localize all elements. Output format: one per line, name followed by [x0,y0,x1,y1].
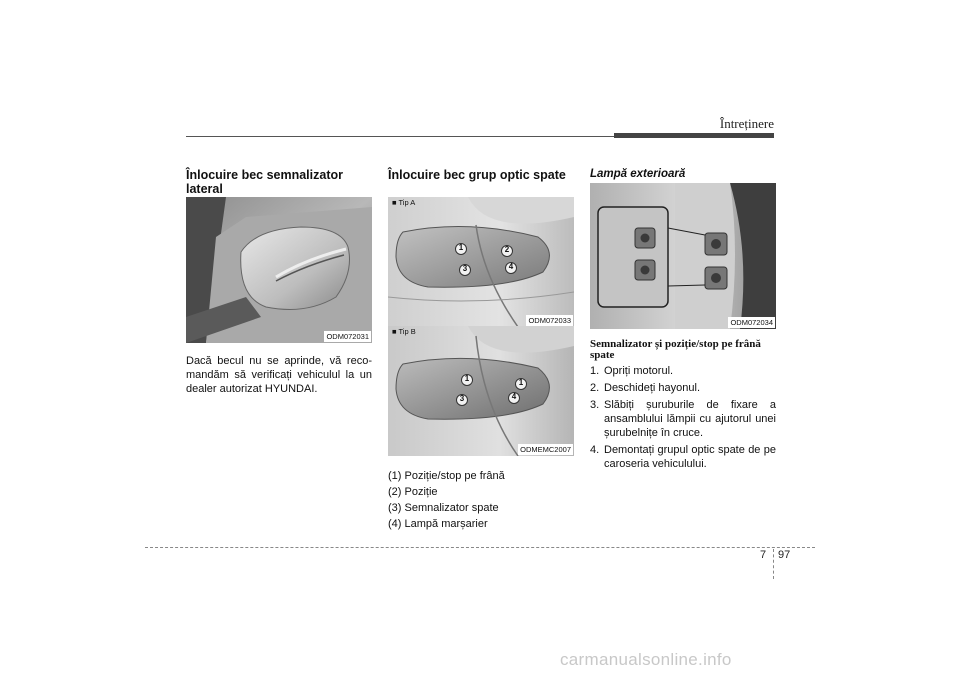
callout-4 [508,391,520,409]
legend-item: (4) Lampă marșarier [388,518,488,530]
step-text: Demontați grupul optic spate de pe caroseria vehiculului. [604,444,776,470]
step-text: Opriți motorul. [604,365,674,377]
step-text: Deschideți hayonul. [604,382,701,394]
photo-code: ODMEMC2007 [520,445,571,454]
section-title: Întreținere [719,116,774,131]
callout-1 [455,242,467,260]
bulb-legend [388,468,578,532]
callout-number: 2 [504,245,510,254]
step-item [590,443,776,471]
side-mirror-illustration [186,197,372,343]
tail-lamp-illustration-b [388,326,574,456]
chapter-number: 7 [760,549,767,561]
footer-divider [773,549,774,579]
step-text: Slăbiți șuruburile de fixare a ansamblului lămpii cu ajutorul unei șurubelnițe în cruce. [604,399,776,439]
tail-lamp-photo-type-a [388,197,574,327]
page-number: 97 [778,549,791,561]
header-rule-accent [614,133,774,138]
tail-lamp-illustration-a [388,197,574,327]
step-item [590,381,776,395]
callout-number: 1 [458,243,464,252]
tail-lamp-photo-type-b [388,326,574,456]
photo-code: ODM072033 [528,316,571,325]
step-number: 2. [590,382,600,394]
heading-exterior-lamp: Lampă exterioară [590,168,686,180]
callout-number: 4 [508,262,514,271]
photo-code: ODM072031 [326,332,369,341]
step-item [590,364,776,378]
callout-3 [459,263,471,281]
legend-item: (2) Poziție [388,486,438,498]
footer-rule [145,547,815,548]
procedure-steps [590,364,776,474]
callout-number: 1 [464,374,470,383]
step-number: 3. [590,399,600,411]
callout-number: 3 [462,264,468,273]
callout-number: 3 [459,394,465,403]
heading-rear-combination: Înlocuire bec grup optic spate [388,168,566,182]
step-number: 4. [590,444,600,456]
heading-side-indicator: Înlocuire bec semnalizator lateral [186,168,343,196]
callout-4 [505,261,517,279]
side-mirror-photo [186,197,372,343]
legend-item: (1) Poziție/stop pe frână [388,470,505,482]
step-item [590,398,776,440]
legend-item: (3) Semnalizator spate [388,502,499,514]
photo-code: ODM072034 [730,318,773,327]
callout-number: 1 [518,378,524,387]
exterior-lamp-illustration [590,183,776,329]
callout-1 [461,373,473,391]
callout-2 [501,244,513,262]
exterior-lamp-photo [590,183,776,329]
side-indicator-paragraph: Dacă becul nu se aprinde, vă reco- mandăm să verificați vehiculul la un dealer autorizat HYUNDAI. [186,355,372,395]
watermark: carmanualsonline.info [560,650,732,669]
callout-3 [456,393,468,411]
callout-number: 4 [511,392,517,401]
header-rule [186,136,616,137]
procedure-subheading: Semnalizator și poziție/stop pe frână spate [590,338,761,361]
type-a-label: ■ Tip A [392,198,416,207]
type-b-label: ■ Tip B [392,327,416,336]
step-number: 1. [590,365,600,377]
